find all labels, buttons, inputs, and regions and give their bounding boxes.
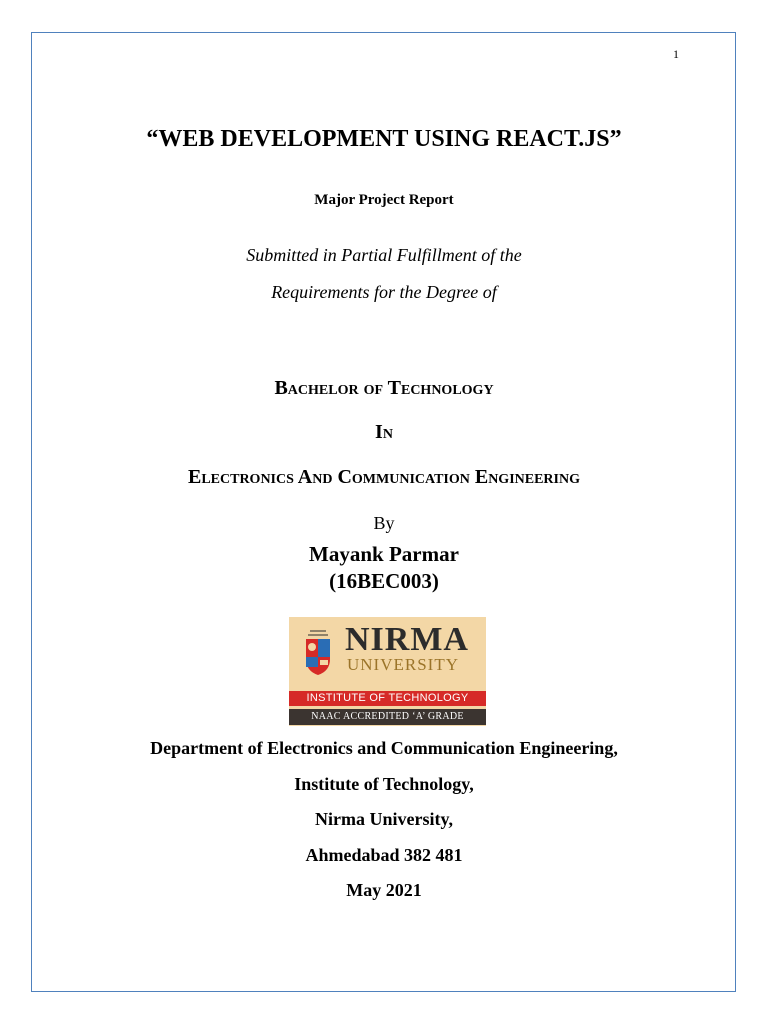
logo-institute-band: INSTITUTE OF TECHNOLOGY xyxy=(289,691,486,706)
by-label: By xyxy=(373,513,395,533)
submission-line-2: Requirements for the Degree of xyxy=(271,282,497,302)
report-subtitle: Major Project Report xyxy=(314,192,454,208)
page-number: 1 xyxy=(673,47,679,61)
submission-line-1: Submitted in Partial Fulfillment of the xyxy=(246,245,522,265)
author-name: Mayank Parmar xyxy=(309,542,459,566)
date-line: May 2021 xyxy=(346,880,422,900)
department-line: Department of Electronics and Communication Engineering, xyxy=(150,738,618,758)
logo-nirma-text: NIRMA xyxy=(345,621,469,658)
author-roll-number: (16BEC003) xyxy=(329,569,439,593)
logo-accreditation-band: NAAC ACCREDITED ‘A’ GRADE xyxy=(289,709,486,725)
degree-name: Bachelor of Technology xyxy=(274,377,494,399)
degree-branch: Electronics And Communication Engineering xyxy=(187,466,580,488)
university-crest-icon xyxy=(302,627,334,677)
degree-in: In xyxy=(375,421,393,443)
city-line: Ahmedabad 382 481 xyxy=(305,845,463,865)
university-line: Nirma University, xyxy=(315,809,453,829)
institute-line: Institute of Technology, xyxy=(294,774,474,794)
logo-university-text: UNIVERSITY xyxy=(347,655,459,674)
nirma-university-logo xyxy=(289,617,486,726)
report-title: “WEB DEVELOPMENT USING REACT.JS” xyxy=(146,126,622,152)
